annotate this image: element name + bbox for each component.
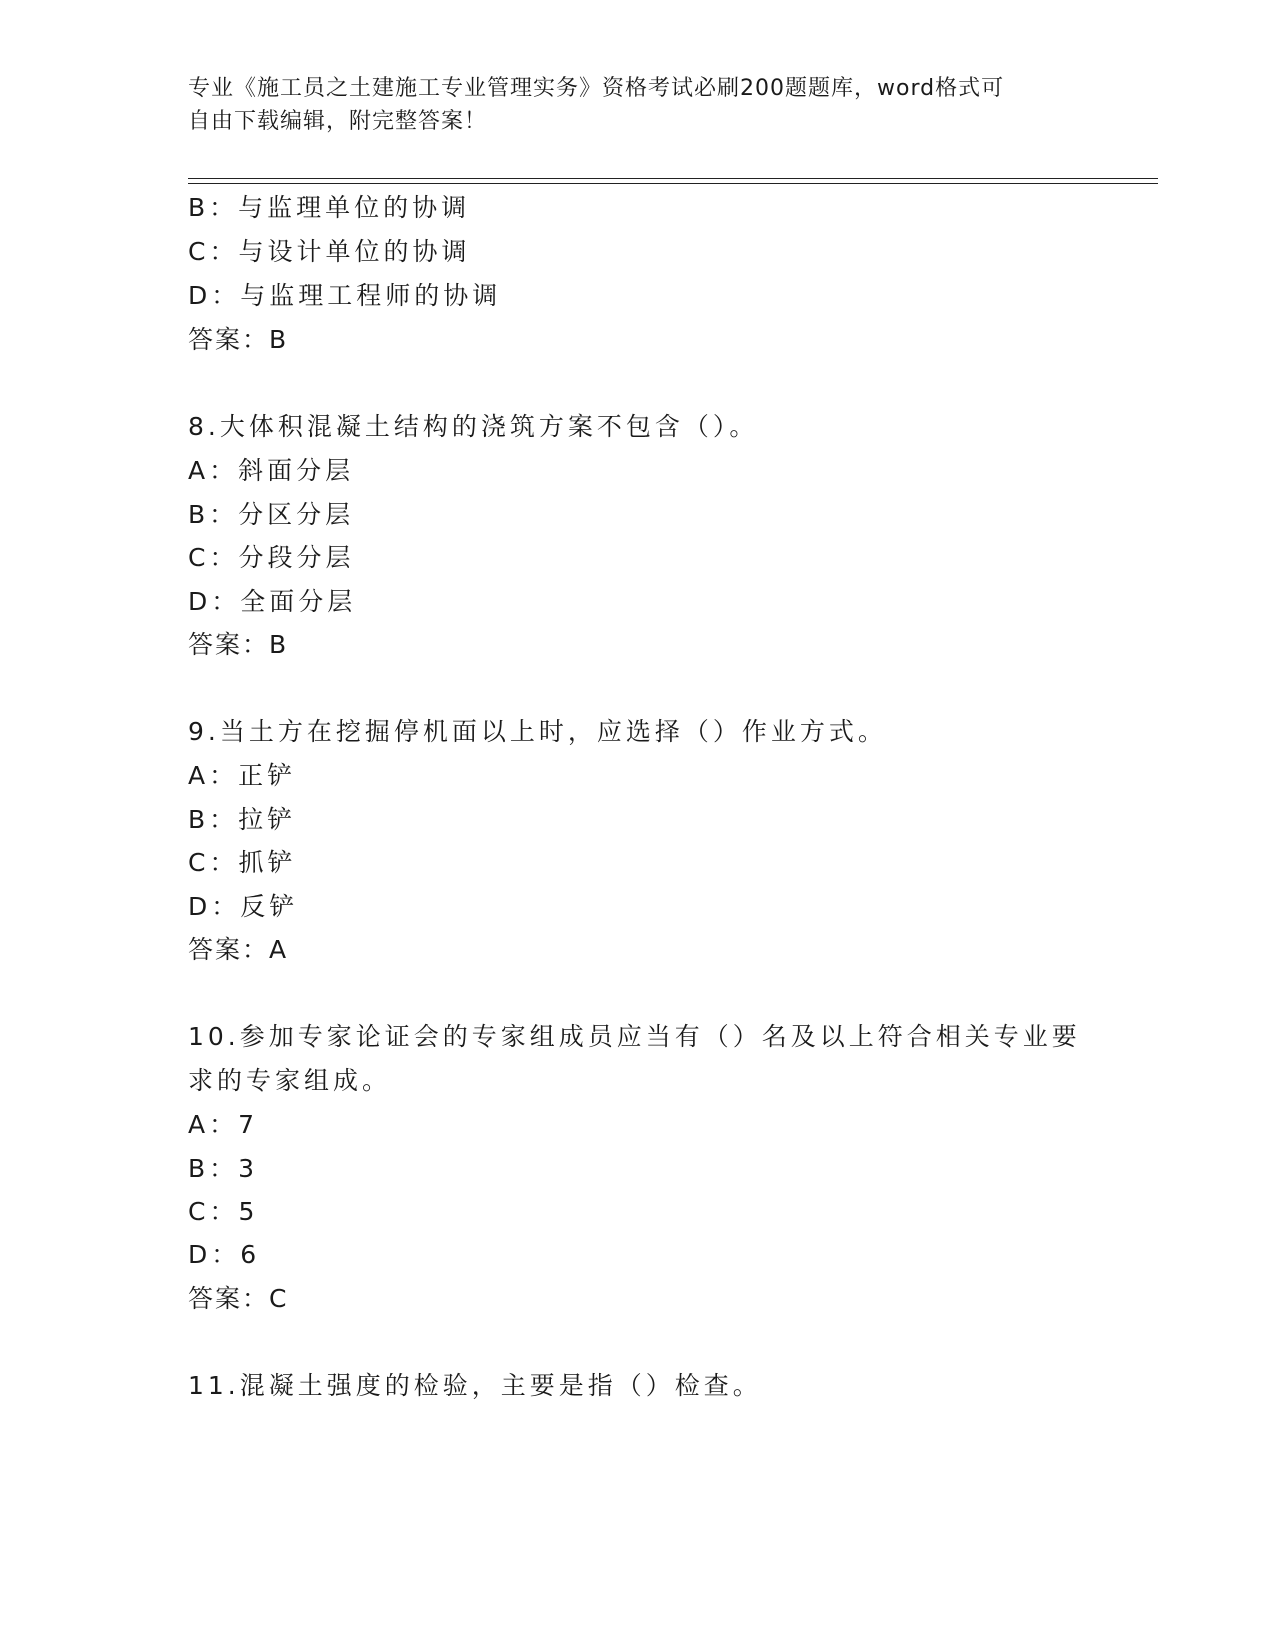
question-10-option-a: A：7 xyxy=(188,1110,259,1139)
question-9-answer: 答案：A xyxy=(188,935,289,964)
question-10-answer: 答案：C xyxy=(188,1284,289,1313)
question-10-option-c: C：5 xyxy=(188,1197,259,1226)
question-9-stem: 9.当土方在挖掘停机面以上时，应选择（）作业方式。 xyxy=(188,717,887,746)
question-8-stem: 8.大体积混凝土结构的浇筑方案不包含（）。 xyxy=(188,412,759,441)
prev-option-c: C：与设计单位的协调 xyxy=(188,237,471,266)
header-rule-top xyxy=(188,178,1158,179)
question-10-stem-line-1: 10.参加专家论证会的专家组成员应当有（）名及以上符合相关专业要 xyxy=(188,1022,1081,1051)
title-line-2: 自由下载编辑，附完整答案！ xyxy=(188,109,488,134)
question-10-stem-line-2: 求的专家组成。 xyxy=(188,1066,392,1095)
question-10-option-b: B：3 xyxy=(188,1154,259,1183)
title-line-1: 专业《施工员之土建施工专业管理实务》资格考试必刷200题题库，word格式可 xyxy=(188,76,1005,101)
prev-answer: 答案：B xyxy=(188,325,289,354)
question-8-option-b: B：分区分层 xyxy=(188,500,355,529)
question-11-stem: 11.混凝土强度的检验，主要是指（）检查。 xyxy=(188,1371,762,1400)
question-8-answer: 答案：B xyxy=(188,630,289,659)
question-9-option-d: D：反铲 xyxy=(188,892,299,921)
header-rule-bottom xyxy=(188,183,1158,184)
question-8-option-d: D：全面分层 xyxy=(188,587,357,616)
question-9-option-b: B：拉铲 xyxy=(188,805,297,834)
question-8-option-c: C：分段分层 xyxy=(188,543,355,572)
question-8-option-a: A：斜面分层 xyxy=(188,456,355,485)
prev-option-b: B：与监理单位的协调 xyxy=(188,193,471,222)
question-9-option-a: A：正铲 xyxy=(188,761,297,790)
question-9-option-c: C：抓铲 xyxy=(188,848,297,877)
question-10-option-d: D：6 xyxy=(188,1240,261,1269)
document-title xyxy=(188,72,1088,138)
prev-option-d: D：与监理工程师的协调 xyxy=(188,281,502,310)
